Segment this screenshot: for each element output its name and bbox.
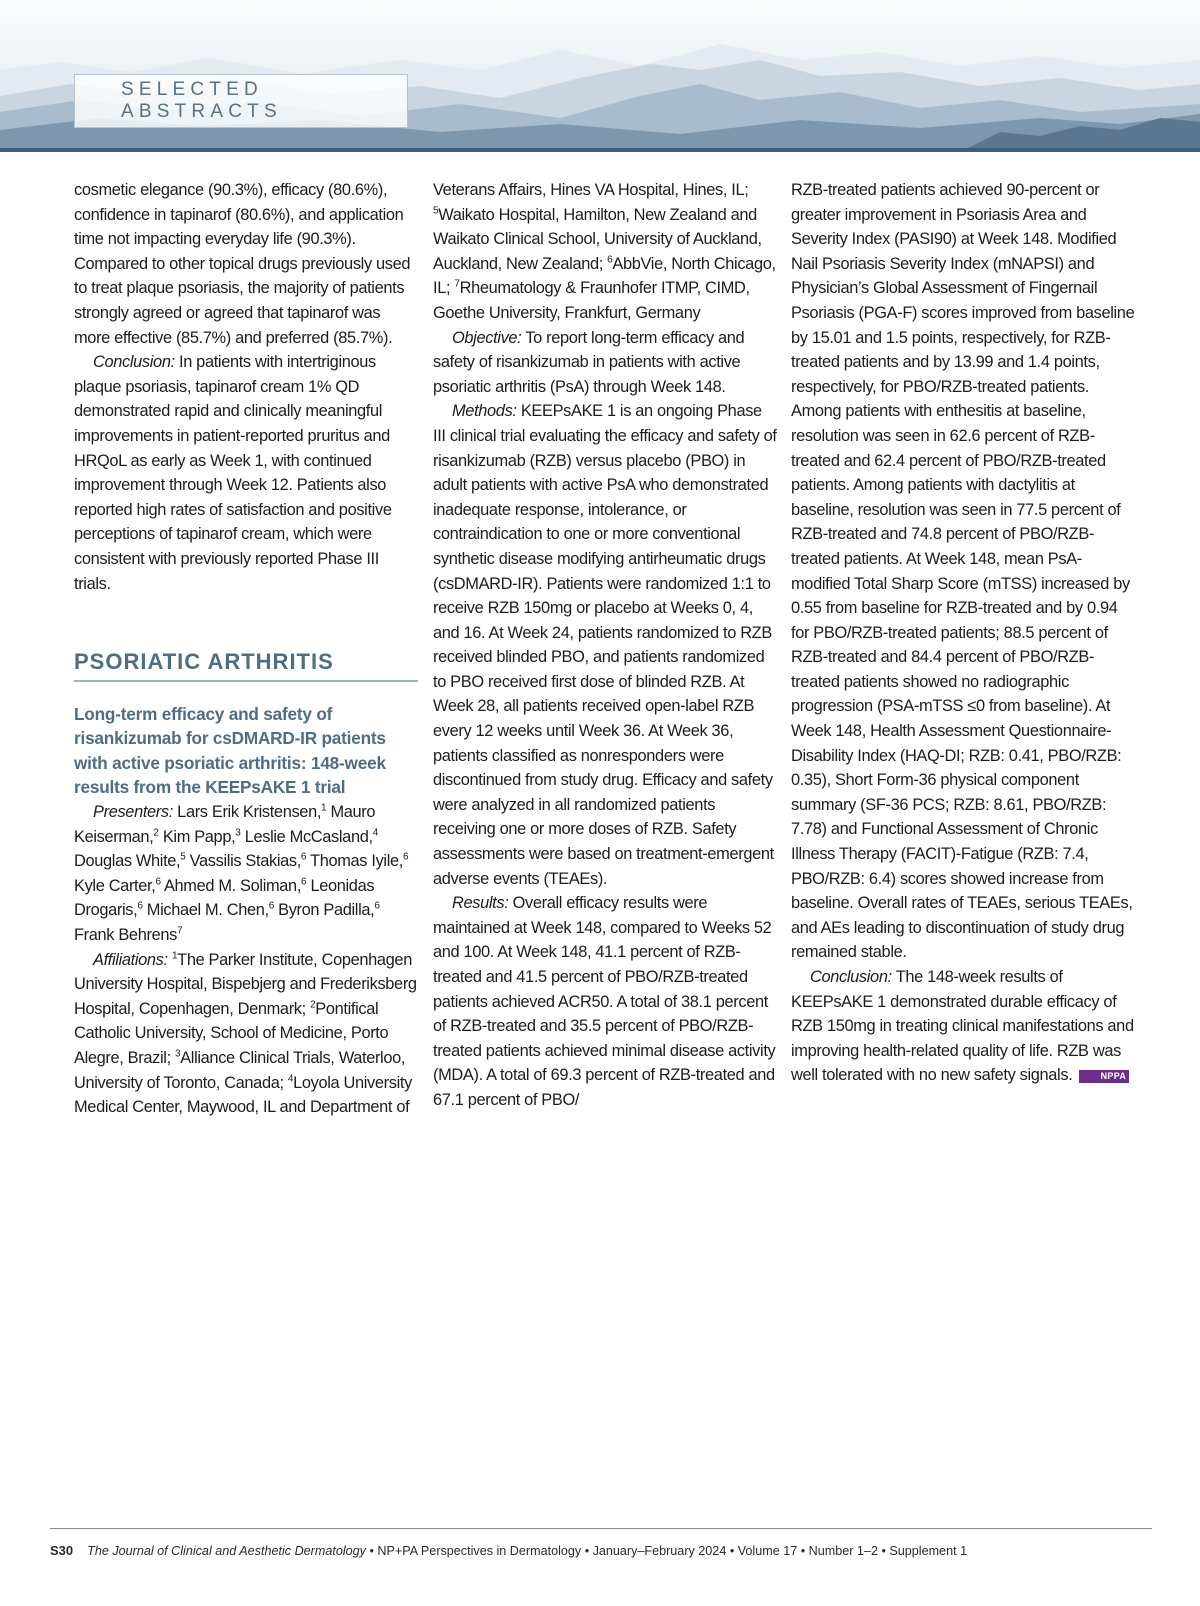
presenter-name: Frank Behrens — [74, 926, 177, 945]
results-text: Overall efficacy results were maintained at Week 148, compared to Weeks 52 and 100. At Week 148, 41.1 percent of RZB-treated and 41.5 percent of PBO/RZB-treated patients achieved ACR50. A total of 38.1 percent of RZB-treated and 35.5 percent of PBO/RZB-treated patients achieved minimal disease activity (MDA). A total of 69.3 percent of RZB-treated and 67.1 percent of PBO/ — [433, 894, 776, 1109]
affiliations-continued — [433, 178, 777, 326]
presenter-name: Thomas Iyile, — [306, 852, 403, 871]
affiliation-number: 7 — [176, 925, 183, 937]
affiliation-number: 6 — [402, 851, 409, 863]
footer-rule — [50, 1528, 1152, 1529]
paragraph: cosmetic elegance (90.3%), efficacy (80.6%), confidence in tapinarof (80.6%), and application time not impacting everyday life (90.3%). Compared to other topical drugs previously used to treat plaque psoriasis, the majority of patients strongly agreed or agreed that tapinarof was more effective (85.7%) and preferred (85.7%). — [74, 181, 411, 347]
presenter-name: Douglas White, — [74, 852, 181, 871]
conclusion-text: In patients with intertriginous plaque psoriasis, tapinarof cream 1% QD demonstrated rapid and clinically meaningful improvements in patient-reported pruritus and HRQoL as early as Week 1, with continued improvement through Week 12. Patients also reported high rates of satisfaction and positive perceptions of tapinarof cream, which were consistent with previously reported Phase III trials. — [74, 353, 392, 593]
methods-text: KEEPsAKE 1 is an ongoing Phase III clinical trial evaluating the efficacy and safety of risankizumab (RZB) versus placebo (PBO) in adult patients with active PsA who demonstrated inadequate response, intolerance, or contraindication to one or more conventional synthetic disease modifying antirheumatic drugs (csDMARD-IR). Patients were randomized 1:1 to receive RZB 150mg or placebo at Weeks 0, 4, and 16. At Week 24, patients randomized to RZB received blinded PBO, and patients randomized to PBO received first dose of blinded RZB. At Week 28, all patients received open-label RZB every 12 weeks until Week 36. At Week 36, patients classified as nonresponders were discontinued from study drug. Efficacy and safety were analyzed in all randomized patients receiving one or more doses of RZB. Safety assessments were based on treatment-emergent adverse events (TEAEs). — [433, 402, 777, 888]
header-banner — [0, 0, 1200, 152]
affiliation-number: 6 — [301, 876, 307, 888]
affiliation-text: The Parker Institute, Copenhagen University Hospital, Bispebjerg and Frederiksberg Hospital, Copenhagen, Denmark; — [74, 950, 417, 1018]
affiliation-number: 1 — [321, 802, 327, 814]
affiliation-text: Waikato Hospital, Hamilton, New Zealand and Waikato Clinical School, University of Auckland, Auckland, New Zealand; — [433, 205, 762, 273]
page-footer — [50, 1543, 967, 1558]
methods-label: Methods: — [452, 402, 517, 421]
affiliation-number: 4 — [287, 1073, 294, 1085]
objective-paragraph — [433, 326, 777, 400]
presenter-name: Leslie McCasland, — [240, 827, 373, 846]
presenter-name: Mauro Keiserman, — [74, 803, 376, 846]
presenter-name: Kim Papp, — [158, 827, 236, 846]
affiliation-number: 3 — [235, 827, 241, 839]
page-number: S30 — [50, 1543, 74, 1558]
presenter-name: Michael M. Chen, — [142, 901, 269, 920]
affiliation-number: 2 — [153, 827, 159, 839]
affiliation-number: 6 — [374, 900, 380, 912]
conclusion-label: Conclusion: — [810, 968, 892, 986]
presenter-name: Byron Padilla, — [273, 901, 375, 920]
journal-title: The Journal of Clinical and Aesthetic Dermatology — [87, 1544, 366, 1558]
issue-info: • NP+PA Perspectives in Dermatology • January–February 2024 • Volume 17 • Number 1–2 • Supplement 1 — [365, 1544, 968, 1558]
presenter-name: Kyle Carter, — [74, 876, 156, 895]
results-label: Results: — [452, 894, 509, 913]
affiliation-number: 5 — [180, 851, 186, 863]
presenters-label: Presenters: — [93, 803, 173, 822]
column-2 — [433, 178, 777, 1113]
article-title: Long-term efficacy and safety of risankizumab for csDMARD-IR patients with active psoriatic arthritis: 148-week results from the KEEPsAKE 1 trial — [74, 703, 386, 798]
presenters-paragraph — [74, 800, 418, 948]
affiliation-text: Loyola University Medical Center, Maywood, IL and Department of — [74, 1073, 412, 1117]
header-rule — [0, 148, 1200, 152]
conclusion-label: Conclusion: — [93, 353, 175, 372]
column-3 — [791, 178, 1135, 1088]
presenter-name: Vassilis Stakias, — [185, 852, 301, 871]
affiliation-number: 5 — [433, 205, 439, 217]
affiliations-paragraph — [74, 948, 418, 1120]
conclusion-paragraph — [791, 965, 1135, 1088]
affiliation-text: Alliance Clinical Trials, Waterloo, University of Toronto, Canada; — [74, 1049, 406, 1092]
presenter-name: Leonidas Drogaris, — [74, 876, 375, 920]
affiliation-number: 7 — [454, 278, 460, 290]
affiliation-number: 6 — [607, 254, 613, 266]
results-paragraph — [433, 891, 777, 1112]
results-continued: RZB-treated patients achieved 90-percent or greater improvement in Psoriasis Area and Severity Index (PASI90) at Week 148. Modified Nail Psoriasis Severity Index (mNAPSI) and Physician’s Global Assessment of Fingernail Psoriasis (PGA-F) scores improved from baseline by 15.01 and 1.5 points, respectively, for RZB-treated patients and by 13.99 and 1.4 points, respectively, for PBO/RZB-treated patients. Among patients with enthesitis at baseline, resolution was seen in 62.6 percent of RZB-treated and 62.4 percent of PBO/RZB-treated patients. Among patients with dactylitis at baseline, resolution was seen in 77.5 percent of RZB-treated and 74.8 percent of PBO/RZB-treated patients. At Week 148, mean PsA-modified Total Sharp Score (mTSS) increased by 0.55 from baseline for RZB-treated and by 0.94 for PBO/RZB-treated patients; 88.5 percent of RZB-treated and 84.4 percent of PBO/RZB-treated patients showed no radiographic progression (PSA-mTSS ≤0 from baseline). At Week 148, Health Assessment Questionnaire-Disability Index (HAQ-DI; RZB: 0.41, PBO/RZB: 0.35), Short Form-36 physical component summary (SF-36 PCS; RZB: 8.61, PBO/RZB: 7.78) and Functional Assessment of Chronic Illness Therapy (FACIT)-Fatigue (RZB: 7.4, PBO/RZB: 6.4) scores showed increase from baseline. Overall rates of TEAEs, serious TEAEs, and AEs leading to discontinuation of study drug remained stable. — [791, 181, 1135, 962]
presenter-name: Lars Erik Kristensen, — [172, 803, 322, 822]
section-heading: PSORIATIC ARTHRITIS — [74, 650, 418, 682]
presenter-name: Ahmed M. Soliman, — [160, 876, 302, 895]
affiliation-text: AbbVie, North Chicago, IL; — [433, 254, 776, 298]
section-tag: SELECTED ABSTRACTS — [74, 74, 408, 128]
column-1 — [74, 178, 418, 1120]
objective-label: Objective: — [452, 328, 522, 347]
affiliation-text: Pontifical Catholic University, School of Medicine, Porto Alegre, Brazil; — [74, 999, 389, 1067]
affiliation-text: Veterans Affairs, Hines VA Hospital, Hines, IL; — [433, 181, 749, 199]
affiliations-label: Affiliations: — [93, 950, 168, 969]
affiliation-number: 4 — [372, 827, 378, 839]
affiliation-text: Rheumatology & Fraunhofer ITMP, CIMD, Goethe University, Frankfurt, Germany — [433, 279, 750, 322]
conclusion-paragraph — [74, 350, 418, 596]
affiliation-number: 6 — [155, 876, 161, 888]
affiliation-number: 2 — [310, 999, 316, 1011]
methods-paragraph — [433, 399, 777, 891]
affiliation-number: 1 — [171, 950, 178, 962]
affiliation-number: 6 — [268, 900, 274, 912]
conclusion-text: The 148-week results of KEEPsAKE 1 demonstrated durable efficacy of RZB 150mg in treating clinical manifestations and improving health-related quality of life. RZB was well tolerated with no new safety signals. — [791, 968, 1134, 1085]
objective-text: To report long-term efficacy and safety of risankizumab in patients with active psoriatic arthritis (PsA) through Week 148. — [433, 328, 745, 396]
affiliation-number: 6 — [137, 900, 143, 912]
affiliation-number: 3 — [174, 1048, 181, 1060]
affiliation-number: 6 — [300, 851, 307, 863]
nppa-badge: NPPA — [1079, 1070, 1130, 1083]
